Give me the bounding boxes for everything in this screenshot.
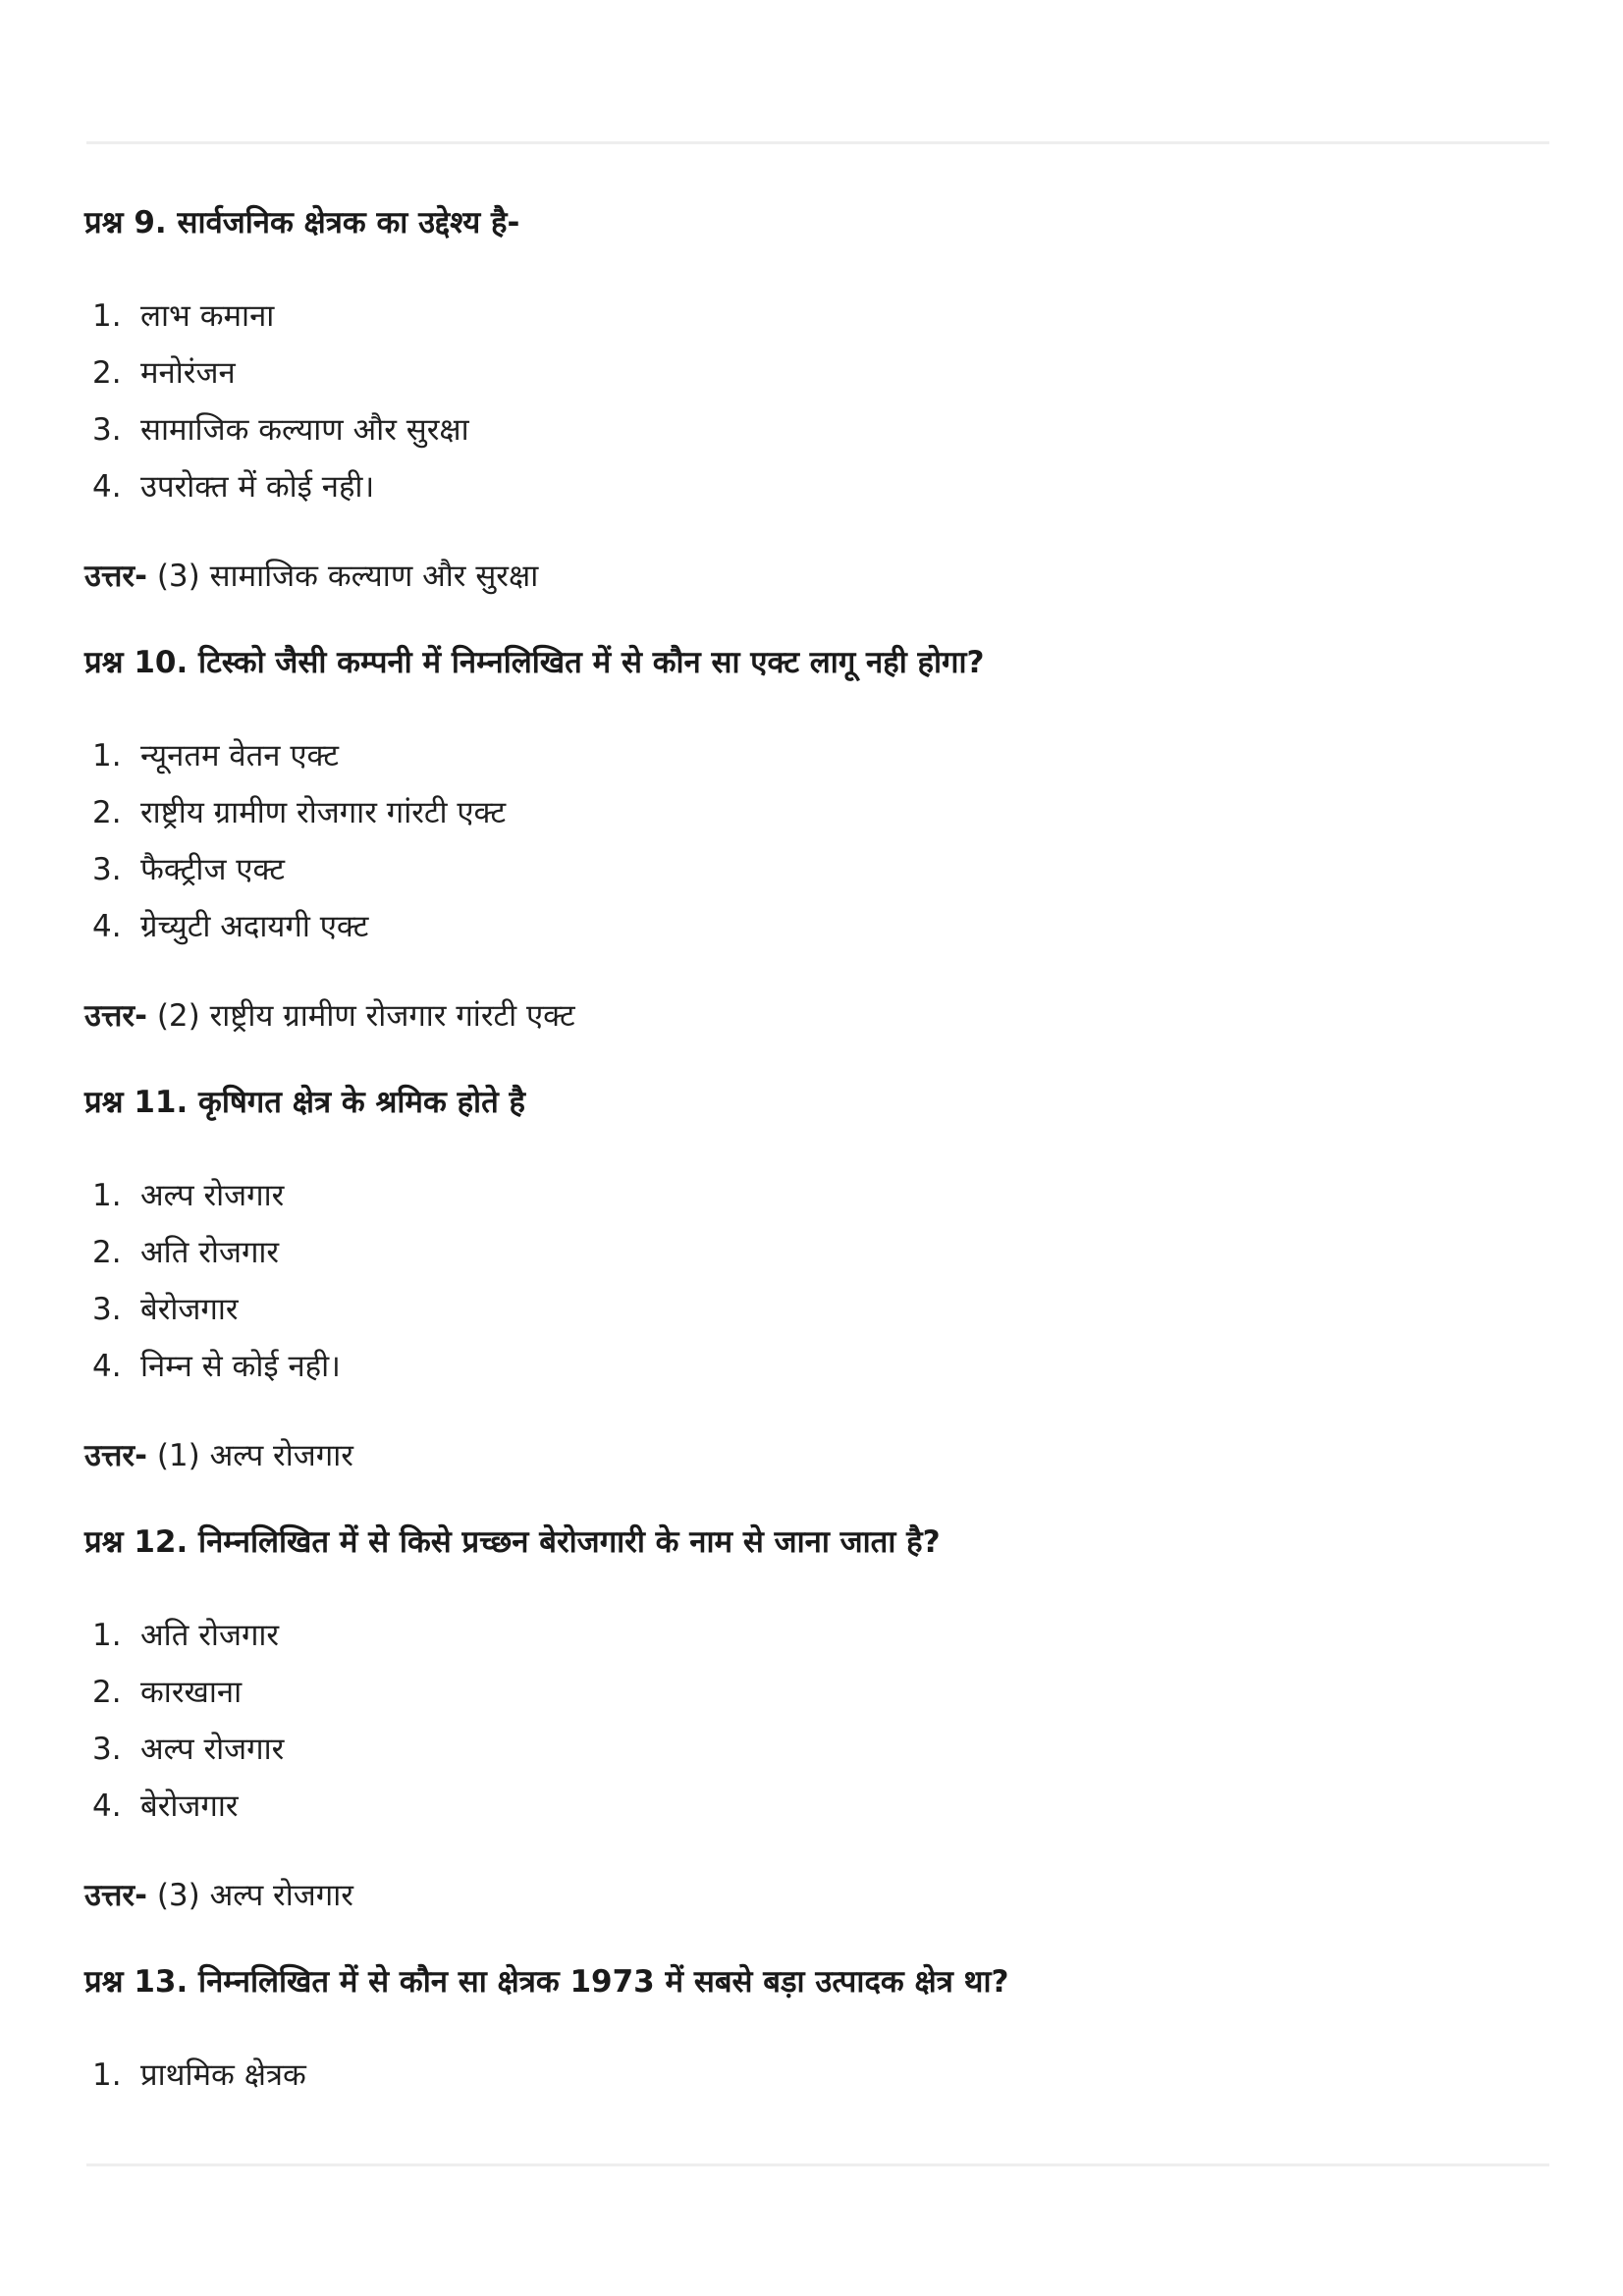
answer-line [84,555,1538,598]
option-number: 3. [92,1732,122,1767]
top-divider [86,141,1549,144]
option-number: 4. [92,469,122,505]
option-text: अल्प रोजगार [140,1732,285,1767]
option-item [84,784,1538,841]
answer-line [84,994,1538,1038]
option-number: 2. [92,355,122,391]
options-list [84,727,1538,955]
option-number: 3. [92,412,122,448]
question-title: प्रश्न 10. टिस्को जैसी कम्पनी में निम्नलिखित में से कौन सा एक्ट लागू नही होगा? [84,645,985,680]
option-item [84,1664,1538,1721]
option-number: 3. [92,852,122,887]
answer-text: (2) राष्ट्रीय ग्रामीण रोजगार गांरटी एक्ट [146,998,575,1034]
question-title: प्रश्न 9. सार्वजनिक क्षेत्रक का उद्देश्य है- [84,205,520,240]
option-number: 2. [92,1235,122,1270]
option-number: 4. [92,909,122,944]
option-text: बेरोजगार [140,1789,239,1824]
option-item [84,345,1538,401]
option-text: कारखाना [140,1675,243,1710]
option-number: 1. [92,2057,122,2093]
bottom-divider [86,2163,1549,2166]
question-title: प्रश्न 13. निम्नलिखित में से कौन सा क्षेत्रक 1973 में सबसे बड़ा उत्पादक क्षेत्र था? [84,1964,1009,2000]
option-text: निम्न से कोई नही। [140,1349,341,1384]
question-title: प्रश्न 11. कृषिगत क्षेत्र के श्रमिक होते है [84,1085,525,1120]
option-number: 1. [92,298,122,334]
option-item [84,1721,1538,1778]
option-text: उपरोक्त में कोई नही। [140,469,375,505]
option-text: प्राथमिक क्षेत्रक [140,2057,306,2093]
answer-line [84,1434,1538,1477]
option-text: लाभ कमाना [140,298,275,334]
option-item [84,2047,1538,2104]
option-item [84,401,1538,458]
option-item [84,1778,1538,1835]
answer-text: (1) अल्प रोजगार [146,1438,353,1473]
option-number: 1. [92,1618,122,1653]
option-item [84,1281,1538,1338]
options-list [84,288,1538,515]
option-text: फैक्ट्रीज एक्ट [140,852,285,887]
option-text: बेरोजगार [140,1292,239,1327]
option-number: 3. [92,1292,122,1327]
option-item [84,1338,1538,1395]
option-item [84,1167,1538,1224]
option-number: 1. [92,1178,122,1213]
option-text: राष्ट्रीय ग्रामीण रोजगार गांरटी एक्ट [140,795,507,830]
option-text: मनोरंजन [140,355,236,391]
answer-label: उत्तर- [84,1438,147,1473]
option-text: अति रोजगार [140,1235,280,1270]
option-item [84,458,1538,515]
option-text: ग्रेच्युटी अदायगी एक्ट [140,909,369,944]
answer-text: (3) अल्प रोजगार [146,1878,353,1913]
option-item [84,1224,1538,1281]
answer-label: उत्तर- [84,998,147,1034]
option-item [84,841,1538,898]
options-list [84,1167,1538,1395]
question-title: प्रश्न 12. निम्नलिखित में से किसे प्रच्छन बेरोजगारी के नाम से जाना जाता है? [84,1524,941,1560]
option-number: 2. [92,795,122,830]
option-text: अल्प रोजगार [140,1178,285,1213]
option-item [84,288,1538,345]
answer-line [84,1874,1538,1917]
option-number: 1. [92,738,122,774]
option-text: सामाजिक कल्याण और सुरक्षा [140,412,469,448]
option-number: 4. [92,1349,122,1384]
option-item [84,727,1538,784]
option-item [84,1607,1538,1664]
option-item [84,898,1538,955]
document-body [84,201,1538,2143]
options-list [84,1607,1538,1835]
answer-text: (3) सामाजिक कल्याण और सुरक्षा [146,559,539,594]
answer-label: उत्तर- [84,1878,147,1913]
option-number: 2. [92,1675,122,1710]
option-text: अति रोजगार [140,1618,280,1653]
options-list [84,2047,1538,2104]
option-text: न्यूनतम वेतन एक्ट [140,738,340,774]
option-number: 4. [92,1789,122,1824]
answer-label: उत्तर- [84,559,147,594]
